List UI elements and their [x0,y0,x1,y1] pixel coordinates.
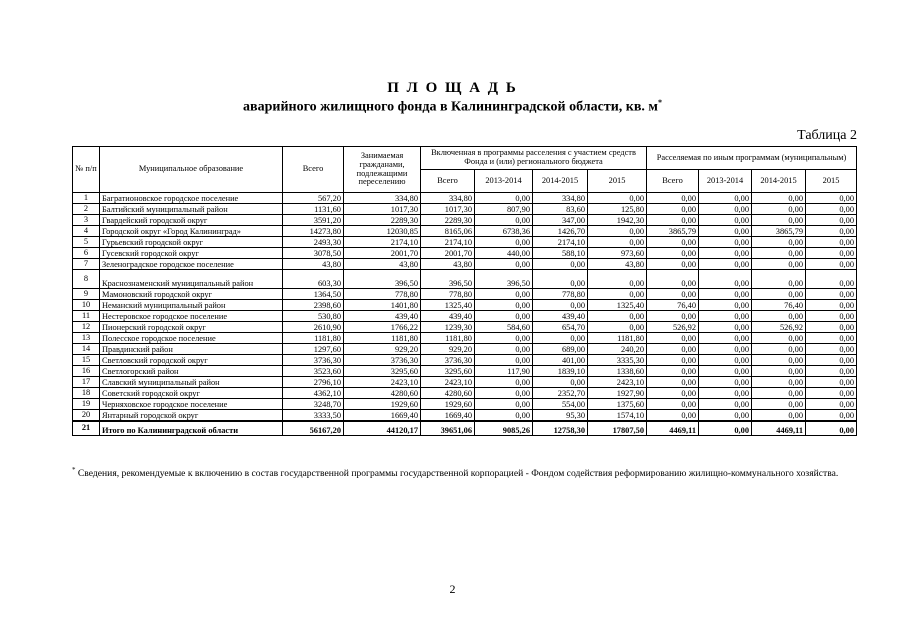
value-cell: 0,00 [806,226,857,237]
value-cell: 0,00 [647,399,699,410]
value-cell: 0,00 [699,377,752,388]
value-cell: 4280,60 [344,388,421,399]
value-cell: 1338,60 [588,366,647,377]
value-cell: 439,40 [421,311,475,322]
row-number: 1 [73,193,100,204]
header-included-total: Всего [421,170,475,193]
value-cell: 43,80 [421,259,475,270]
subtitle-text: аварийного жилищного фонда в Калининградской области, кв. м [243,99,658,115]
value-cell: 0,00 [699,421,752,436]
value-cell: 2174,10 [421,237,475,248]
value-cell: 0,00 [806,300,857,311]
value-cell: 0,00 [806,322,857,333]
value-cell: 3295,60 [344,366,421,377]
value-cell: 3333,50 [283,410,344,422]
value-cell: 2610,90 [283,322,344,333]
value-cell: 1017,30 [421,204,475,215]
value-cell: 1181,80 [344,333,421,344]
value-cell: 0,00 [806,333,857,344]
row-number: 10 [73,300,100,311]
value-cell: 0,00 [699,237,752,248]
value-cell: 6738,36 [475,226,533,237]
value-cell: 0,00 [752,366,806,377]
value-cell: 0,00 [699,300,752,311]
value-cell: 1942,30 [588,215,647,226]
value-cell: 0,00 [475,377,533,388]
value-cell: 1239,30 [421,322,475,333]
value-cell: 3295,60 [421,366,475,377]
row-number: 9 [73,289,100,300]
value-cell: 929,20 [344,344,421,355]
value-cell: 439,40 [344,311,421,322]
table-row [73,377,857,388]
header-included-2014: 2014-2015 [533,170,588,193]
value-cell: 0,00 [806,410,857,422]
value-cell: 1669,40 [421,410,475,422]
value-cell: 0,00 [475,388,533,399]
value-cell: 14273,80 [283,226,344,237]
value-cell: 778,80 [344,289,421,300]
value-cell: 3736,30 [344,355,421,366]
table-row [73,410,857,422]
municipality-name: Гвардейский городской округ [100,215,283,226]
municipality-name: Янтарный городской округ [100,410,283,422]
value-cell: 0,00 [475,344,533,355]
value-cell: 0,00 [533,270,588,289]
housing-table [72,146,857,436]
value-cell: 0,00 [752,355,806,366]
municipality-name: Багратионовское городское поселение [100,193,283,204]
value-cell: 43,80 [283,259,344,270]
value-cell: 17807,50 [588,421,647,436]
value-cell: 0,00 [647,388,699,399]
row-number: 18 [73,388,100,399]
value-cell: 973,60 [588,248,647,259]
value-cell: 0,00 [533,259,588,270]
table-row [73,311,857,322]
municipality-name: Полесское городское поселение [100,333,283,344]
value-cell: 778,80 [533,289,588,300]
value-cell: 0,00 [752,248,806,259]
page-number: 2 [449,582,456,596]
table-row [73,193,857,204]
value-cell: 603,30 [283,270,344,289]
header-other-2013: 2013-2014 [699,170,752,193]
value-cell: 3591,20 [283,215,344,226]
value-cell: 2423,10 [421,377,475,388]
municipality-name: Балтийский муниципальный район [100,204,283,215]
value-cell: 0,00 [806,366,857,377]
table-row [73,366,857,377]
value-cell: 1929,60 [344,399,421,410]
value-cell: 0,00 [752,259,806,270]
value-cell: 0,00 [699,226,752,237]
value-cell: 2796,10 [283,377,344,388]
value-cell: 2493,30 [283,237,344,248]
value-cell: 0,00 [475,300,533,311]
value-cell: 117,90 [475,366,533,377]
value-cell: 0,00 [475,333,533,344]
value-cell: 0,00 [752,237,806,248]
row-number: 17 [73,377,100,388]
value-cell: 0,00 [699,333,752,344]
value-cell: 0,00 [806,237,857,248]
value-cell: 0,00 [806,355,857,366]
value-cell: 0,00 [588,226,647,237]
value-cell: 0,00 [533,333,588,344]
value-cell: 347,00 [533,215,588,226]
value-cell: 0,00 [647,289,699,300]
table-row [73,289,857,300]
value-cell: 567,20 [283,193,344,204]
value-cell: 125,80 [588,204,647,215]
municipality-name: Светлогорский район [100,366,283,377]
table-label: Таблица 2 [797,128,857,143]
value-cell: 0,00 [806,311,857,322]
value-cell: 2289,30 [421,215,475,226]
value-cell: 0,00 [752,204,806,215]
table-body [73,193,857,436]
row-number: 16 [73,366,100,377]
value-cell: 0,00 [699,366,752,377]
table-row [73,399,857,410]
value-cell: 0,00 [647,344,699,355]
value-cell: 0,00 [806,204,857,215]
value-cell: 0,00 [699,204,752,215]
value-cell: 1297,60 [283,344,344,355]
value-cell: 334,80 [533,193,588,204]
value-cell: 0,00 [806,215,857,226]
value-cell: 554,00 [533,399,588,410]
value-cell: 0,00 [533,377,588,388]
value-cell: 44120,17 [344,421,421,436]
row-number: 4 [73,226,100,237]
value-cell: 807,90 [475,204,533,215]
value-cell: 3865,79 [752,226,806,237]
value-cell: 0,00 [533,300,588,311]
value-cell: 1181,80 [588,333,647,344]
row-number: 7 [73,259,100,270]
value-cell: 0,00 [752,388,806,399]
value-cell: 43,80 [588,259,647,270]
value-cell: 0,00 [475,289,533,300]
value-cell: 2398,60 [283,300,344,311]
value-cell: 0,00 [806,289,857,300]
value-cell: 2289,30 [344,215,421,226]
value-cell: 0,00 [588,289,647,300]
value-cell: 0,00 [699,248,752,259]
value-cell: 0,00 [806,259,857,270]
table-row [73,300,857,311]
value-cell: 0,00 [475,399,533,410]
municipality-name: Правдинский район [100,344,283,355]
value-cell: 3248,70 [283,399,344,410]
value-cell: 3736,30 [421,355,475,366]
row-number: 21 [73,421,100,436]
value-cell: 0,00 [699,311,752,322]
value-cell: 0,00 [588,322,647,333]
value-cell: 0,00 [752,377,806,388]
value-cell: 12758,30 [533,421,588,436]
value-cell: 1017,30 [344,204,421,215]
value-cell: 1766,22 [344,322,421,333]
value-cell: 0,00 [647,311,699,322]
value-cell: 0,00 [752,193,806,204]
value-cell: 778,80 [421,289,475,300]
value-cell: 0,00 [806,270,857,289]
value-cell: 43,80 [344,259,421,270]
row-number: 3 [73,215,100,226]
value-cell: 0,00 [752,333,806,344]
header-included-group: Включенная в программы расселения с участием средств Фонда и (или) регионального бюджета [421,147,647,170]
header-total: Всего [283,147,344,193]
value-cell: 0,00 [647,193,699,204]
value-cell: 4280,60 [421,388,475,399]
value-cell: 0,00 [475,311,533,322]
municipality-name: Черняховское городское поселение [100,399,283,410]
row-number: 13 [73,333,100,344]
value-cell: 0,00 [647,204,699,215]
value-cell: 439,40 [533,311,588,322]
table-row [73,248,857,259]
value-cell: 0,00 [699,259,752,270]
value-cell: 2174,10 [344,237,421,248]
municipality-name: Городской округ «Город Калининград» [100,226,283,237]
footnote [72,463,857,481]
value-cell: 4469,11 [752,421,806,436]
value-cell: 0,00 [588,311,647,322]
header-included-2015: 2015 [588,170,647,193]
value-cell: 0,00 [475,355,533,366]
municipality-name: Итого по Калининградской области [100,421,283,436]
value-cell: 440,00 [475,248,533,259]
value-cell: 0,00 [806,399,857,410]
value-cell: 0,00 [588,237,647,248]
value-cell: 0,00 [699,289,752,300]
value-cell: 396,50 [421,270,475,289]
value-cell: 396,50 [344,270,421,289]
table-row [73,226,857,237]
header-other-total: Всего [647,170,699,193]
value-cell: 0,00 [588,193,647,204]
value-cell: 2352,70 [533,388,588,399]
value-cell: 0,00 [699,215,752,226]
document-subtitle [0,98,905,116]
table-row [73,322,857,333]
value-cell: 0,00 [647,215,699,226]
municipality-name: Зеленоградское городское поселение [100,259,283,270]
value-cell: 0,00 [647,270,699,289]
value-cell: 0,00 [752,344,806,355]
row-number: 5 [73,237,100,248]
value-cell: 95,30 [533,410,588,422]
value-cell: 584,60 [475,322,533,333]
row-number: 11 [73,311,100,322]
value-cell: 0,00 [699,322,752,333]
municipality-name: Гусевский городской округ [100,248,283,259]
value-cell: 0,00 [806,344,857,355]
row-number: 2 [73,204,100,215]
value-cell: 396,50 [475,270,533,289]
table-row [73,333,857,344]
row-number: 15 [73,355,100,366]
value-cell: 2174,10 [533,237,588,248]
value-cell: 0,00 [647,333,699,344]
value-cell: 1929,60 [421,399,475,410]
row-number: 8 [73,270,100,289]
value-cell: 2001,70 [344,248,421,259]
municipality-name: Краснознаменский муниципальный район [100,270,283,289]
value-cell: 1574,10 [588,410,647,422]
header-num: № п/п [73,147,100,193]
value-cell: 76,40 [752,300,806,311]
value-cell: 0,00 [752,215,806,226]
value-cell: 0,00 [699,410,752,422]
municipality-name: Неманский муниципальный район [100,300,283,311]
value-cell: 0,00 [647,248,699,259]
value-cell: 526,92 [752,322,806,333]
table-row [73,355,857,366]
value-cell: 929,20 [421,344,475,355]
municipality-name: Гурьевский городской округ [100,237,283,248]
table-row [73,344,857,355]
table-row [73,237,857,248]
value-cell: 9085,26 [475,421,533,436]
value-cell: 0,00 [806,377,857,388]
value-cell: 1669,40 [344,410,421,422]
value-cell: 334,80 [421,193,475,204]
value-cell: 0,00 [647,355,699,366]
row-number: 14 [73,344,100,355]
value-cell: 3865,79 [647,226,699,237]
value-cell: 1426,70 [533,226,588,237]
value-cell: 1364,50 [283,289,344,300]
value-cell: 1325,40 [588,300,647,311]
header-occupied: Занимаемая гражданами, подлежащими переселению [344,147,421,193]
municipality-name: Нестеровское городское поселение [100,311,283,322]
total-row [73,421,857,436]
value-cell: 0,00 [699,193,752,204]
value-cell: 56167,20 [283,421,344,436]
value-cell: 39651,06 [421,421,475,436]
value-cell: 526,92 [647,322,699,333]
value-cell: 0,00 [806,248,857,259]
value-cell: 2423,10 [588,377,647,388]
table-row [73,270,857,289]
footnote-mark: * [72,466,76,474]
value-cell: 0,00 [752,289,806,300]
value-cell: 0,00 [475,237,533,248]
subtitle-footnote-mark: * [657,98,662,107]
value-cell: 0,00 [806,388,857,399]
value-cell: 1375,60 [588,399,647,410]
value-cell: 4362,10 [283,388,344,399]
value-cell: 1181,80 [421,333,475,344]
value-cell: 0,00 [752,270,806,289]
table-row [73,204,857,215]
value-cell: 1927,90 [588,388,647,399]
value-cell: 0,00 [806,193,857,204]
table-row [73,215,857,226]
value-cell: 0,00 [647,366,699,377]
value-cell: 3736,30 [283,355,344,366]
value-cell: 0,00 [588,270,647,289]
municipality-name: Пионерский городской округ [100,322,283,333]
value-cell: 0,00 [752,311,806,322]
document-title: П Л О Щ А Д Ь [387,80,518,96]
value-cell: 240,20 [588,344,647,355]
row-number: 19 [73,399,100,410]
value-cell: 0,00 [699,388,752,399]
row-number: 12 [73,322,100,333]
value-cell: 3078,50 [283,248,344,259]
municipality-name: Советский городской округ [100,388,283,399]
value-cell: 76,40 [647,300,699,311]
value-cell: 0,00 [475,215,533,226]
municipality-name: Славский муниципальный район [100,377,283,388]
value-cell: 0,00 [806,421,857,436]
value-cell: 0,00 [475,193,533,204]
header-other-2015: 2015 [806,170,857,193]
value-cell: 588,10 [533,248,588,259]
header-municipality: Муниципальное образование [100,147,283,193]
value-cell: 3335,30 [588,355,647,366]
value-cell: 0,00 [699,270,752,289]
header-other-group: Расселяемая по иным программам (муниципальным) [647,147,857,170]
table-row [73,259,857,270]
value-cell: 1839,10 [533,366,588,377]
value-cell: 654,70 [533,322,588,333]
row-number: 6 [73,248,100,259]
value-cell: 1325,40 [421,300,475,311]
value-cell: 0,00 [752,410,806,422]
value-cell: 0,00 [647,259,699,270]
value-cell: 8165,06 [421,226,475,237]
value-cell: 689,00 [533,344,588,355]
row-number: 20 [73,410,100,422]
value-cell: 0,00 [699,355,752,366]
value-cell: 334,80 [344,193,421,204]
value-cell: 0,00 [475,259,533,270]
value-cell: 2423,10 [344,377,421,388]
value-cell: 83,60 [533,204,588,215]
value-cell: 1401,80 [344,300,421,311]
value-cell: 0,00 [647,237,699,248]
value-cell: 1131,60 [283,204,344,215]
municipality-name: Мамоновский городской округ [100,289,283,300]
value-cell: 2001,70 [421,248,475,259]
value-cell: 530,80 [283,311,344,322]
municipality-name: Светловский городской округ [100,355,283,366]
value-cell: 0,00 [699,344,752,355]
value-cell: 0,00 [752,399,806,410]
value-cell: 1181,80 [283,333,344,344]
value-cell: 0,00 [647,377,699,388]
value-cell: 0,00 [699,399,752,410]
value-cell: 4469,11 [647,421,699,436]
table-row [73,388,857,399]
value-cell: 3523,60 [283,366,344,377]
value-cell: 12030,85 [344,226,421,237]
header-included-2013: 2013-2014 [475,170,533,193]
header-other-2014: 2014-2015 [752,170,806,193]
value-cell: 401,00 [533,355,588,366]
value-cell: 0,00 [647,410,699,422]
footnote-text: Сведения, рекомендуемые к включению в состав государственной программы государственной корпорацией - Фондом содействия реформированию жилищно-коммунального хозяйства. [77,468,839,480]
value-cell: 0,00 [475,410,533,422]
